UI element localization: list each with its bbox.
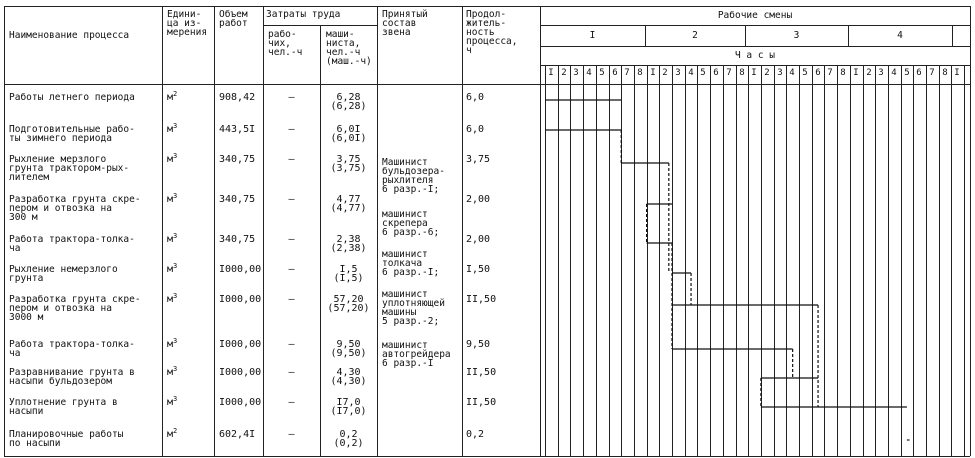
machinist-value: I7,0 bbox=[336, 397, 361, 408]
shift-label-3: 3 bbox=[793, 30, 800, 41]
unit-exponent: 3 bbox=[173, 365, 178, 373]
workers-value: – bbox=[288, 397, 295, 408]
unit-value: $м^3$ bbox=[167, 232, 178, 245]
workers-value: – bbox=[288, 154, 295, 165]
duration-value: 3,75 bbox=[466, 154, 491, 165]
machinist-value: 3,75 bbox=[336, 154, 361, 165]
hour-tick-label: 2 bbox=[866, 68, 872, 78]
shift-label-4: 4 bbox=[897, 30, 903, 41]
hour-tick-label: I bbox=[954, 68, 960, 78]
hour-tick-label: 6 bbox=[916, 68, 922, 78]
volume-value: I000,00 bbox=[219, 367, 262, 378]
hour-tick-label: 4 bbox=[586, 68, 592, 78]
crew-note-2: машинист скрепера 6 разр.-6; bbox=[382, 209, 440, 238]
machinist-value: I,5 bbox=[339, 264, 358, 275]
volume-value: 443,5I bbox=[219, 124, 256, 135]
machinist-value: 9,50 bbox=[336, 339, 361, 350]
process-name: Уплотнение грунта в насыпи bbox=[9, 397, 118, 417]
volume-value: 340,75 bbox=[219, 154, 256, 165]
process-name: Рыхление мерзлого грунта трактором-рых- лителем bbox=[9, 154, 130, 183]
machinist-value: 4,30 bbox=[336, 367, 361, 378]
hour-tick-label: 2 bbox=[764, 68, 770, 78]
hour-tick-label: 6 bbox=[612, 68, 618, 78]
volume-value: I000,00 bbox=[219, 397, 262, 408]
process-name: Подготовительные рабо- ты зимнего периода bbox=[9, 124, 135, 144]
hour-tick-label: 4 bbox=[789, 68, 795, 78]
hour-tick-label: 4 bbox=[688, 68, 694, 78]
header-labor: Затраты труда bbox=[266, 9, 341, 20]
hour-tick-label: 3 bbox=[675, 68, 681, 78]
workers-value: – bbox=[288, 429, 295, 440]
hour-tick-label: 2 bbox=[561, 68, 567, 78]
unit-exponent: 3 bbox=[173, 122, 178, 130]
machinist-value: 2,38 bbox=[336, 234, 361, 245]
hour-tick-label: I bbox=[853, 68, 859, 78]
process-name: Разработка грунта скре- пером и отвозка на 3000 м bbox=[9, 294, 141, 323]
unit-exponent: 2 bbox=[173, 90, 178, 98]
hour-tick-label: 8 bbox=[840, 68, 846, 78]
header-shifts-title: Рабочие смены bbox=[717, 10, 793, 21]
hour-tick-label: 5 bbox=[599, 68, 605, 78]
unit-exponent: 2 bbox=[173, 427, 178, 435]
machine-hours-value: (3,75) bbox=[330, 163, 367, 174]
header-crew: Принятый состав звена bbox=[382, 9, 428, 38]
hour-tick-label: 5 bbox=[904, 68, 910, 78]
hour-tick-label: 3 bbox=[573, 68, 579, 78]
process-name: Рыхление немерзлого грунта bbox=[9, 264, 118, 284]
machinist-value: 6,0I bbox=[336, 124, 361, 135]
crew-note-3: машинист толкача 6 разр.-I; bbox=[382, 249, 440, 278]
unit-value: $м^3$ bbox=[167, 152, 178, 165]
unit-exponent: 3 bbox=[173, 192, 178, 200]
duration-value: II,50 bbox=[466, 397, 497, 408]
machinist-value: 6,28 bbox=[336, 92, 361, 103]
shift-label-2: 2 bbox=[692, 30, 698, 41]
hour-tick-label: I bbox=[548, 68, 554, 78]
header-labor-machinists: маши- ниста, чел.-ч (маш.-ч) bbox=[326, 29, 372, 67]
unit-exponent: 3 bbox=[173, 152, 178, 160]
hour-tick-label: 3 bbox=[878, 68, 884, 78]
hour-tick-label: 5 bbox=[700, 68, 706, 78]
unit-exponent: 3 bbox=[173, 232, 178, 240]
machine-hours-value: (6,28) bbox=[330, 101, 367, 112]
duration-value: 6,0 bbox=[466, 124, 485, 135]
machine-hours-value: (9,50) bbox=[330, 348, 367, 359]
workers-value: – bbox=[288, 194, 295, 205]
volume-value: 340,75 bbox=[219, 234, 256, 245]
unit-value: $м^3$ bbox=[167, 395, 178, 408]
workers-value: – bbox=[288, 294, 295, 305]
volume-value: I000,00 bbox=[219, 264, 262, 275]
process-name: Работы летнего периода bbox=[9, 92, 135, 103]
machine-hours-value: (57,20) bbox=[327, 303, 370, 314]
unit-value: $м^2$ bbox=[167, 427, 178, 440]
workers-value: – bbox=[288, 92, 295, 103]
duration-value: 2,00 bbox=[466, 194, 491, 205]
unit-value: $м^3$ bbox=[167, 192, 178, 205]
hour-tick-label: 7 bbox=[827, 68, 833, 78]
hour-tick-label: 4 bbox=[891, 68, 897, 78]
volume-value: I000,00 bbox=[219, 294, 262, 305]
unit-value: $м^3$ bbox=[167, 365, 178, 378]
workers-value: – bbox=[288, 264, 295, 275]
crew-note-1: Машинист бульдозера- рыхлителя 6 разр.-I; bbox=[382, 157, 445, 195]
header-labor-workers: рабо- чих, чел.-ч bbox=[268, 29, 303, 58]
hour-tick-label: 3 bbox=[777, 68, 783, 78]
header-hours-label: Ч а с ы bbox=[734, 50, 776, 61]
unit-value: $м^3$ bbox=[167, 262, 178, 275]
hour-tick-label: 8 bbox=[637, 68, 643, 78]
process-name: Работа трактора-толка- ча bbox=[9, 339, 135, 359]
workers-value: – bbox=[288, 234, 295, 245]
crew-note-5: машинист автогрейдера 6 разр.-I bbox=[382, 340, 451, 369]
machinist-value: 57,20 bbox=[333, 294, 364, 305]
duration-value: I,50 bbox=[466, 264, 491, 275]
shift-label-1: I bbox=[589, 30, 596, 41]
duration-value: II,50 bbox=[466, 294, 497, 305]
workers-value: – bbox=[288, 124, 295, 135]
crew-note-4: машинист уплотняющей машины 5 разр.-2; bbox=[382, 289, 445, 327]
machine-hours-value: (4,77) bbox=[330, 203, 367, 214]
hour-tick-label: 6 bbox=[815, 68, 821, 78]
volume-value: 340,75 bbox=[219, 194, 256, 205]
process-name: Работа трактора-толка- ча bbox=[9, 234, 135, 254]
process-name: Планировочные работы по насыпи bbox=[9, 429, 124, 449]
hour-tick-label: 8 bbox=[942, 68, 948, 78]
unit-exponent: 3 bbox=[173, 292, 178, 300]
machinist-value: 0,2 bbox=[339, 429, 358, 440]
header-unit: Едини- ца из- мерения bbox=[167, 9, 208, 38]
duration-value: 6,0 bbox=[466, 92, 485, 103]
hour-tick-label: I bbox=[751, 68, 757, 78]
workers-value: – bbox=[288, 339, 295, 350]
machine-hours-value: (2,38) bbox=[330, 243, 367, 254]
unit-exponent: 3 bbox=[173, 262, 178, 270]
hour-tick-label: 5 bbox=[802, 68, 808, 78]
process-name: Разравнивание грунта в насыпи бульдозером bbox=[9, 367, 135, 387]
machine-hours-value: (4,30) bbox=[330, 376, 367, 387]
hour-tick-label: 2 bbox=[662, 68, 668, 78]
header-process: Наименование процесса bbox=[9, 30, 130, 41]
volume-value: 602,4I bbox=[219, 429, 256, 440]
hour-tick-label: I bbox=[650, 68, 656, 78]
duration-value: 0,2 bbox=[466, 429, 485, 440]
unit-exponent: 3 bbox=[173, 395, 178, 403]
unit-value: $м^3$ bbox=[167, 122, 178, 135]
workers-value: – bbox=[288, 367, 295, 378]
unit-value: $м^2$ bbox=[167, 90, 178, 103]
hour-tick-label: 6 bbox=[713, 68, 719, 78]
machine-hours-value: (I,5) bbox=[333, 273, 364, 284]
machinist-value: 4,77 bbox=[336, 194, 361, 205]
duration-value: II,50 bbox=[466, 367, 497, 378]
unit-exponent: 3 bbox=[173, 337, 178, 345]
hour-tick-label: 7 bbox=[624, 68, 630, 78]
machine-hours-value: (0,2) bbox=[333, 438, 364, 449]
unit-value: $м^3$ bbox=[167, 337, 178, 350]
volume-value: I000,00 bbox=[219, 339, 262, 350]
duration-value: 9,50 bbox=[466, 339, 491, 350]
hour-tick-label: 7 bbox=[726, 68, 732, 78]
unit-value: $м^3$ bbox=[167, 292, 178, 305]
process-name: Разработка грунта скре- пером и отвозка на 300 м bbox=[9, 194, 141, 223]
header-duration: Продол- житель- ность процесса, ч bbox=[466, 9, 518, 56]
volume-value: 908,42 bbox=[219, 92, 256, 103]
hour-tick-label: 7 bbox=[929, 68, 935, 78]
duration-value: 2,00 bbox=[466, 234, 491, 245]
header-volume: Объем работ bbox=[219, 9, 248, 29]
machine-hours-value: (I7,0) bbox=[330, 406, 367, 417]
machine-hours-value: (6,0I) bbox=[330, 133, 367, 144]
hour-tick-label: 8 bbox=[739, 68, 745, 78]
